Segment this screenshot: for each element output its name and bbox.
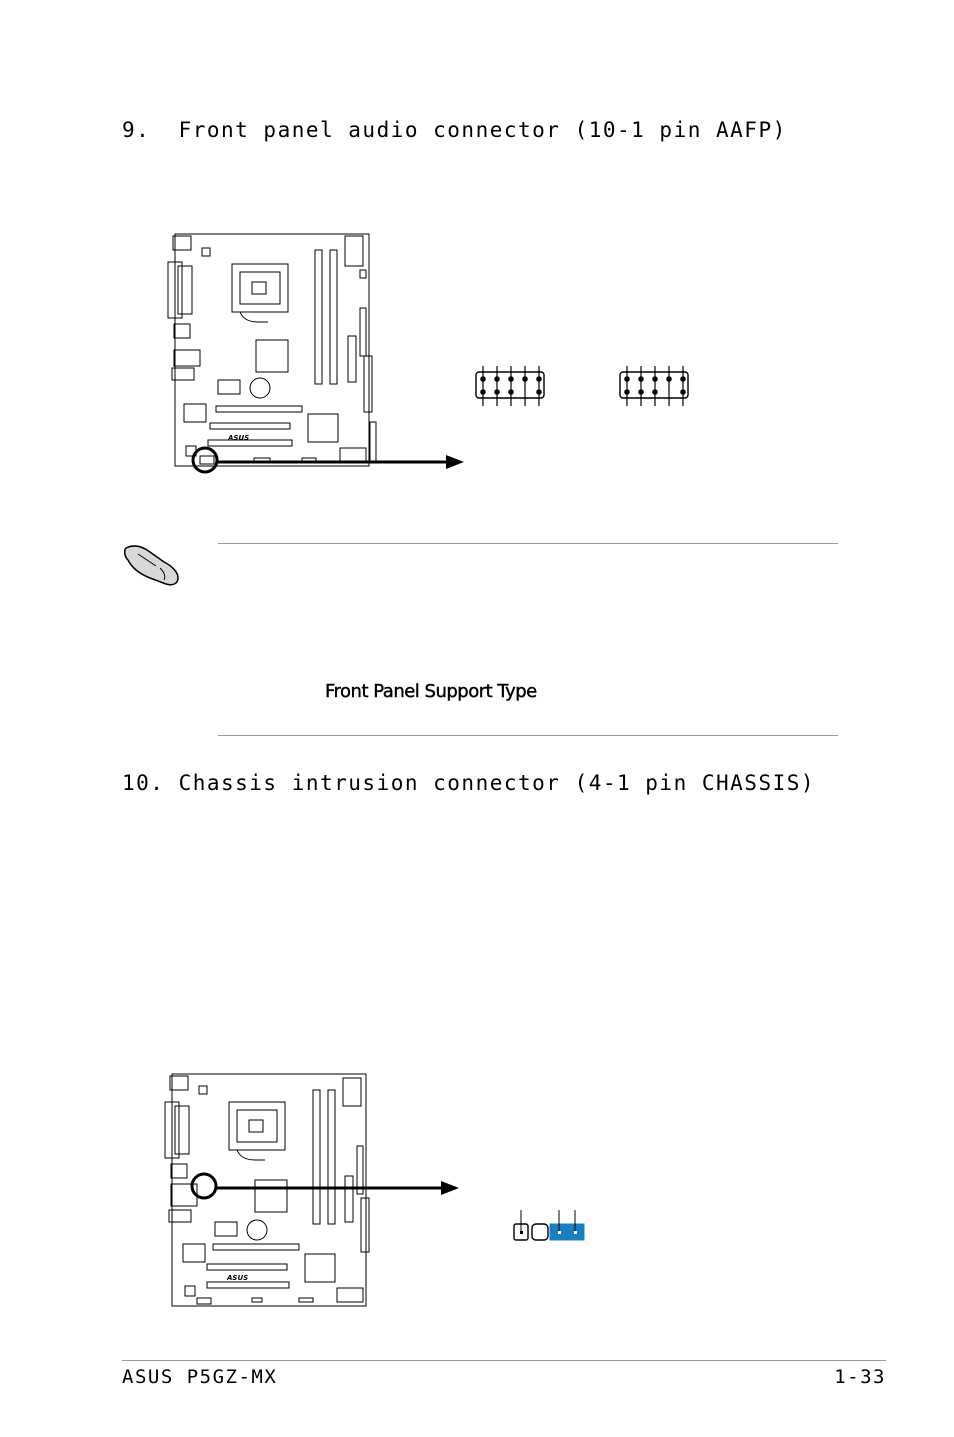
hand-note-icon — [120, 538, 184, 588]
section-heading-front-audio: 9. Front panel audio connector (10-1 pin AAFP) — [122, 118, 787, 142]
footer-product-name: ASUS P5GZ-MX — [122, 1366, 278, 1388]
chassis-pin-header — [512, 1210, 588, 1246]
footer-rule — [122, 1360, 886, 1361]
section-heading-chassis: 10. Chassis intrusion connector (4-1 pin CHASSIS) — [122, 771, 816, 795]
motherboard-diagram-chassis — [157, 1068, 477, 1318]
svg-text:ASUS: ASUS — [227, 1274, 249, 1282]
note-top-rule — [218, 543, 838, 544]
svg-text:ASUS: ASUS — [228, 434, 250, 442]
footer-page-number: 1-33 — [834, 1366, 886, 1388]
audio-pin-header-hd — [474, 366, 546, 406]
audio-pin-header-legacy — [618, 366, 690, 406]
note-bottom-rule — [218, 735, 838, 736]
note-label: Front Panel Support Type — [325, 681, 537, 702]
motherboard-diagram-audio — [160, 228, 480, 478]
